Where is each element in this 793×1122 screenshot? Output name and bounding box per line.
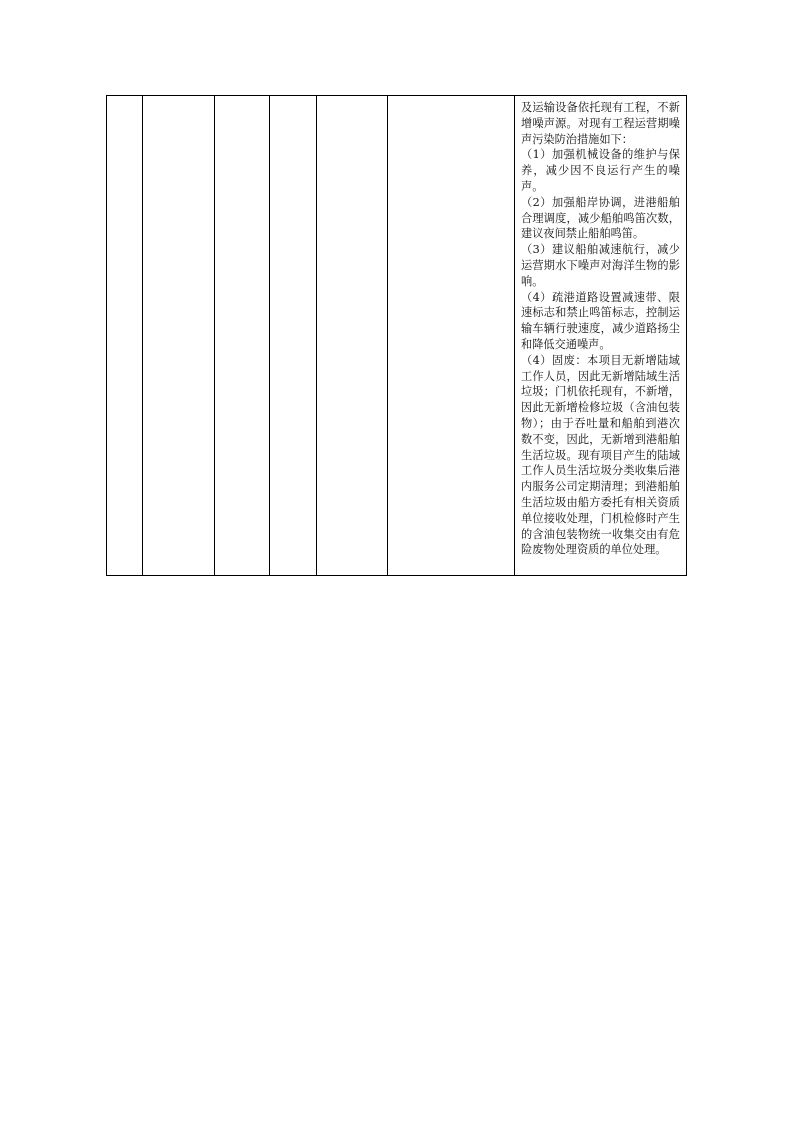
measure-paragraph: （2）加强船岸协调，进港船舶合理调度，减少船舶鸣笛次数，建议夜间禁止船舶鸣笛。 bbox=[521, 195, 680, 241]
table-cell-index bbox=[107, 96, 143, 576]
table-cell-col4 bbox=[270, 96, 317, 576]
measure-paragraph: 及运输设备依托现有工程，不新增噪声源。对现有工程运营期噪声污染防治措施如下： bbox=[521, 101, 680, 146]
table-cell-col3 bbox=[215, 96, 270, 576]
measure-paragraph: （4）疏港道路设置减速带、限速标志和禁止鸣笛标志，控制运输车辆行驶速度，减少道路扬尘和降低交通噪声。 bbox=[521, 290, 680, 351]
measure-paragraph: （3）建议船舶减速航行，减少运营期水下噪声对海洋生物的影响。 bbox=[521, 243, 680, 288]
table-cell-measures bbox=[515, 96, 687, 576]
measure-paragraph: （4）固废：本项目无新增陆域工作人员，因此无新增陆域生活垃圾；门机依托现有，不新增，因此无新增检修垃圾（含油包装物）；由于吞吐量和船舶到港次数不变，因此，无新增到港船舶生活垃圾。现有项目产生的陆域工作人员生活垃圾分类收集后港内服务公司定期清理；到港船舶生活垃圾由船方委托有相关资质单位接收处理，门机检修时产生的含油包装物统一收集交由有危险废物处理资质的单位处理。 bbox=[521, 353, 680, 557]
measure-paragraph: （1）加强机械设备的维护与保养，减少因不良运行产生的噪声。 bbox=[521, 148, 680, 193]
table-cell-category bbox=[143, 96, 215, 576]
table-cell-col6 bbox=[388, 96, 515, 576]
measures-table bbox=[106, 95, 687, 576]
table-row bbox=[107, 96, 687, 576]
table-cell-col5 bbox=[317, 96, 388, 576]
